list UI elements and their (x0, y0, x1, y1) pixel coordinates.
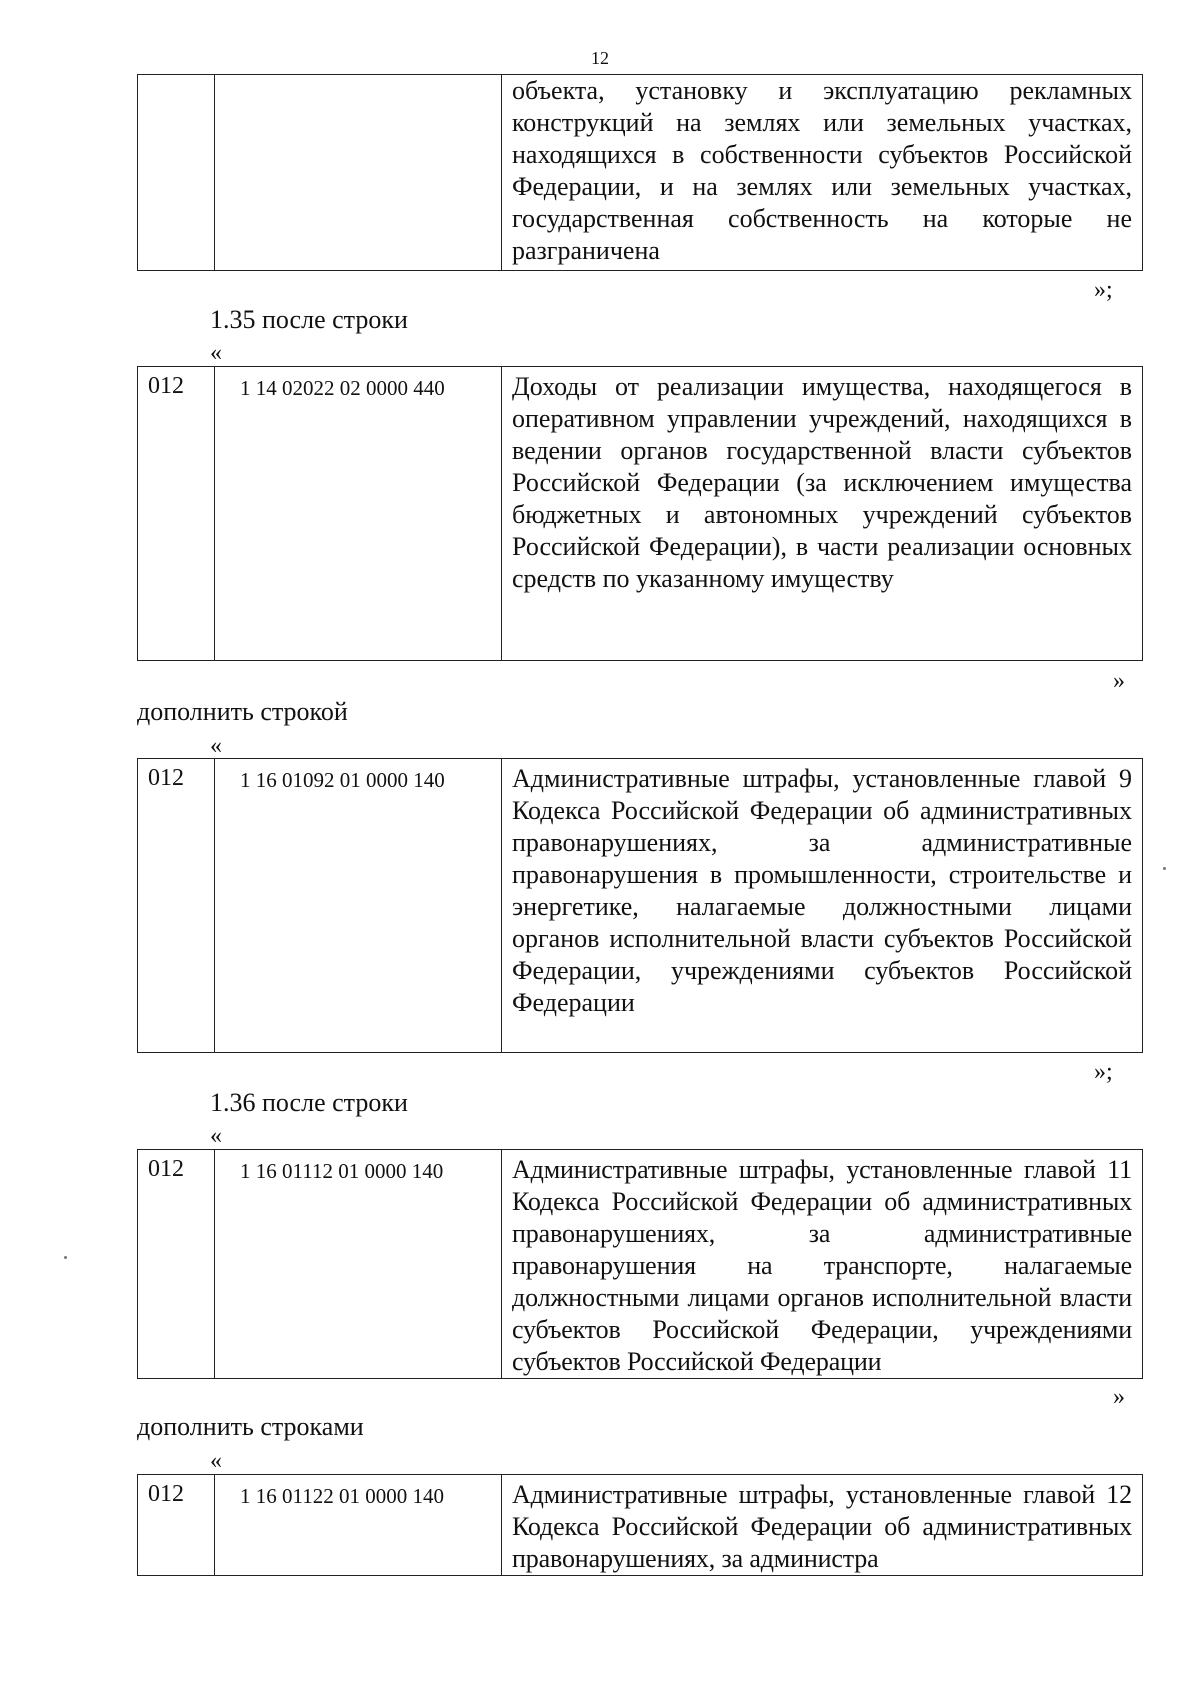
kbk-cell: 1 16 01112 01 0000 140 (215, 1150, 502, 1379)
description-cell: Административные штрафы, установленные главой 12 Кодекса Российской Федерации об административных правонарушениях, за администра (502, 1475, 1143, 1576)
table-row (138, 367, 1143, 661)
table-row-1-14-02022 (137, 366, 1143, 661)
table-row (138, 75, 1143, 271)
paragraph-add-rows: дополнить строками (137, 1412, 364, 1441)
closing-quote: »; (1094, 277, 1113, 303)
paragraph-1-35: 1.35 после строки (210, 305, 408, 334)
opening-quote: « (210, 1123, 222, 1149)
scan-speck (64, 1256, 67, 1259)
code-cell: 012 (138, 1150, 215, 1379)
closing-quote: » (1113, 1384, 1125, 1410)
kbk-cell: 1 16 01122 01 0000 140 (215, 1475, 502, 1576)
description-cell: Административные штрафы, установленные главой 9 Кодекса Российской Федерации об административных правонарушениях, за административные правонарушения в промышленности, строительстве и энергетике, налагаемые должностными лицами органов исполнительной власти субъектов Российской Федерации, учреждениями субъектов Российской Федерации (502, 759, 1143, 1053)
table-continuation (137, 74, 1143, 271)
table-row (138, 1475, 1143, 1576)
table-row-1-16-01122 (137, 1474, 1143, 1576)
table-row (138, 759, 1143, 1053)
opening-quote: « (210, 733, 222, 759)
closing-quote: »; (1094, 1059, 1113, 1085)
kbk-cell: 1 14 02022 02 0000 440 (215, 367, 502, 661)
scan-speck (1163, 867, 1166, 870)
description-cell: Административные штрафы, установленные главой 11 Кодекса Российской Федерации об административных правонарушениях, за административные правонарушения на транспорте, налагаемые должностными лицами органов исполнительной власти субъектов Российской Федерации, учреждениями субъектов Российской Федерации (502, 1150, 1143, 1379)
table-row-1-16-01112 (137, 1149, 1143, 1379)
code-cell (138, 75, 215, 271)
code-cell: 012 (138, 759, 215, 1053)
page-number: 12 (591, 48, 609, 68)
description-cell: Доходы от реализации имущества, находящегося в оперативном управлении учреждений, находящихся в ведении органов государственной власти субъектов Российской Федерации (за исключением имущества бюджетных и автономных учреждений субъектов Российской Федерации), в части реализации основных средств по указанному имуществу (502, 367, 1143, 661)
kbk-cell (215, 75, 502, 271)
kbk-cell: 1 16 01092 01 0000 140 (215, 759, 502, 1053)
opening-quote: « (210, 340, 222, 366)
code-cell: 012 (138, 367, 215, 661)
code-cell: 012 (138, 1475, 215, 1576)
opening-quote: « (210, 1448, 222, 1474)
closing-quote: » (1113, 668, 1125, 694)
description-cell: объекта, установку и эксплуатацию рекламных конструкций на землях или земельных участках, находящихся в собственности субъектов Российской Федерации, и на землях или земельных участках, государственная собственность на которые не разграничена (502, 75, 1143, 271)
table-row-1-16-01092 (137, 758, 1143, 1053)
paragraph-1-36: 1.36 после строки (210, 1088, 408, 1117)
paragraph-add-row: дополнить строкой (137, 697, 348, 726)
table-row (138, 1150, 1143, 1379)
